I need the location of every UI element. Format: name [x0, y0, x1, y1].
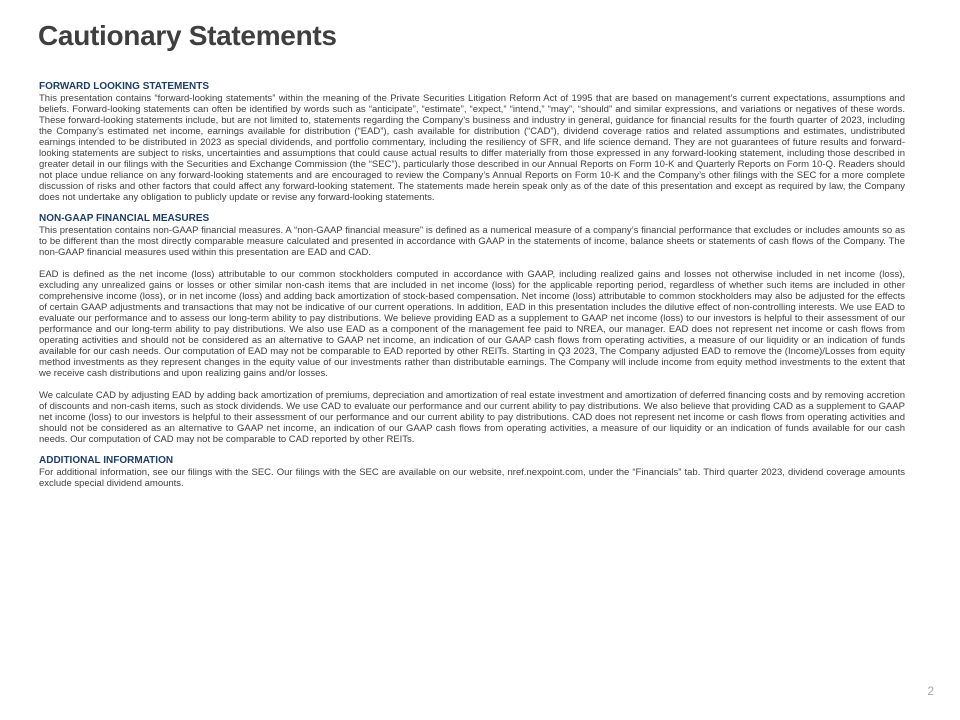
paragraph: We calculate CAD by adjusting EAD by adding back amortization of premiums, depreciation and amortization of real estate investment and amortization of deferred financing costs and by removing accretion of discounts and non-cash items, such as stock dividends. We use CAD to evaluate our performance and our current ability to pay distributions. We also believe that providing CAD as a supplement to GAAP net income (loss) to our investors is helpful to their assessment of our performance and our current ability to pay distributions. CAD does not represent net income or cash flows from operating activities and should not be considered as an alternative to GAAP net income, an indication of our GAAP cash flows from operating activities, a measure of our liquidity or an indication of funds available for our cash needs. Our computation of CAD may not be comparable to CAD reported by other REITs.	[39, 390, 905, 445]
disclaimer-body	[39, 81, 905, 499]
paragraph: This presentation contains non-GAAP financial measures. A “non-GAAP financial measure” is defined as a numerical measure of a company’s financial performance that excludes or includes amounts so as to be different than the most directly comparable measure calculated and presented in accordance with GAAP in the statements of income, balance sheets or statements of cash flows of the Company. The non-GAAP financial measures used within this presentation are EAD and CAD.	[39, 225, 905, 258]
section-heading: ADDITIONAL INFORMATION	[39, 455, 174, 466]
forward-looking-statements-section	[39, 81, 905, 203]
paragraph: This presentation contains “forward-looking statements” within the meaning of the Private Securities Litigation Reform Act of 1995 that are based on management’s current expectations, assumptions and beliefs. Forward-looking statements can often be identified by words such as “anticipate”, “estimate”, “expect,” “intend,” “may”, “should” and similar expressions, and variations or negatives of these words. These forward-looking statements include, but are not limited to, statements regarding the Company’s business and industry in general, guidance for financial results for the fourth quarter of 2023, including the Company’s estimated net income, earnings available for distribution (“EAD”), cash available for distribution (“CAD”), dividend coverage ratios and related assumptions and estimates, undistributed earnings intended to be distributed in 2023 as special dividends, and portfolio commentary, including the resiliency of SFR, and life science demand. They are not guarantees of future results and forward-looking statements are subject to risks, uncertainties and assumptions that could cause actual results to differ materially from those expressed in any forward-looking statement, including those described in greater detail in our filings with the Securities and Exchange Commission (the “SEC”), particularly those described in our Annual Reports on Form 10-K and Quarterly Reports on Form 10-Q. Readers should not place undue reliance on any forward-looking statements and are encouraged to review the Company’s Annual Reports on Form 10-K and the Company’s other filings with the SEC for a more complete discussion of risks and other factors that could affect any forward-looking statement. The statements made herein speak only as of the date of this presentation and except as required by law, the Company does not undertake any obligation to publicly update or revise any forward-looking statements.	[39, 93, 905, 203]
section-heading: FORWARD LOOKING STATEMENTS	[39, 81, 209, 92]
non-gaap-financial-measures-section	[39, 213, 905, 445]
section-heading: NON-GAAP FINANCIAL MEASURES	[39, 213, 210, 224]
page-number: 2	[927, 684, 934, 698]
additional-information-section	[39, 455, 905, 489]
page-title: Cautionary Statements	[38, 20, 337, 51]
paragraph: For additional information, see our filings with the SEC. Our filings with the SEC are available on our website, nref.nexpoint.com, under the “Financials” tab. Third quarter 2023, dividend coverage amounts exclude special dividend amounts.	[39, 467, 905, 489]
paragraph: EAD is defined as the net income (loss) attributable to our common stockholders computed in accordance with GAAP, including realized gains and losses not otherwise included in net income (loss), excluding any unrealized gains or losses or other similar non-cash items that are included in net income (loss) for the applicable reporting period, regardless of whether such items are included in other comprehensive income (loss), or in net income (loss) and adding back amortization of stock-based compensation. Net income (loss) attributable to common stockholders may also be adjusted for the effects of certain GAAP adjustments and transactions that may not be indicative of our current operations. In addition, EAD in this presentation includes the dilutive effect of non-controlling interests. We use EAD to evaluate our performance and to assess our long-term ability to pay distributions. We believe providing EAD as a supplement to GAAP net income (loss) to our investors is helpful to their assessment of our performance and our long-term ability to pay distributions. We also use EAD as a component of the management fee paid to NREA, our manager. EAD does not represent net income or cash flows from operating activities and should not be considered as an alternative to GAAP net income, an indication of our GAAP cash flows from operating activities, a measure of our liquidity or an indication of funds available for our cash needs. Our computation of EAD may not be comparable to EAD reported by other REITs. Starting in Q3 2023, The Company adjusted EAD to remove the (Income)/Losses from equity method investments as they represent changes in the equity value of our investments rather than distributable earnings. The Company will include income from equity method investments to the extent that we receive cash distributions and upon realizing gains and/or losses.	[39, 269, 905, 379]
